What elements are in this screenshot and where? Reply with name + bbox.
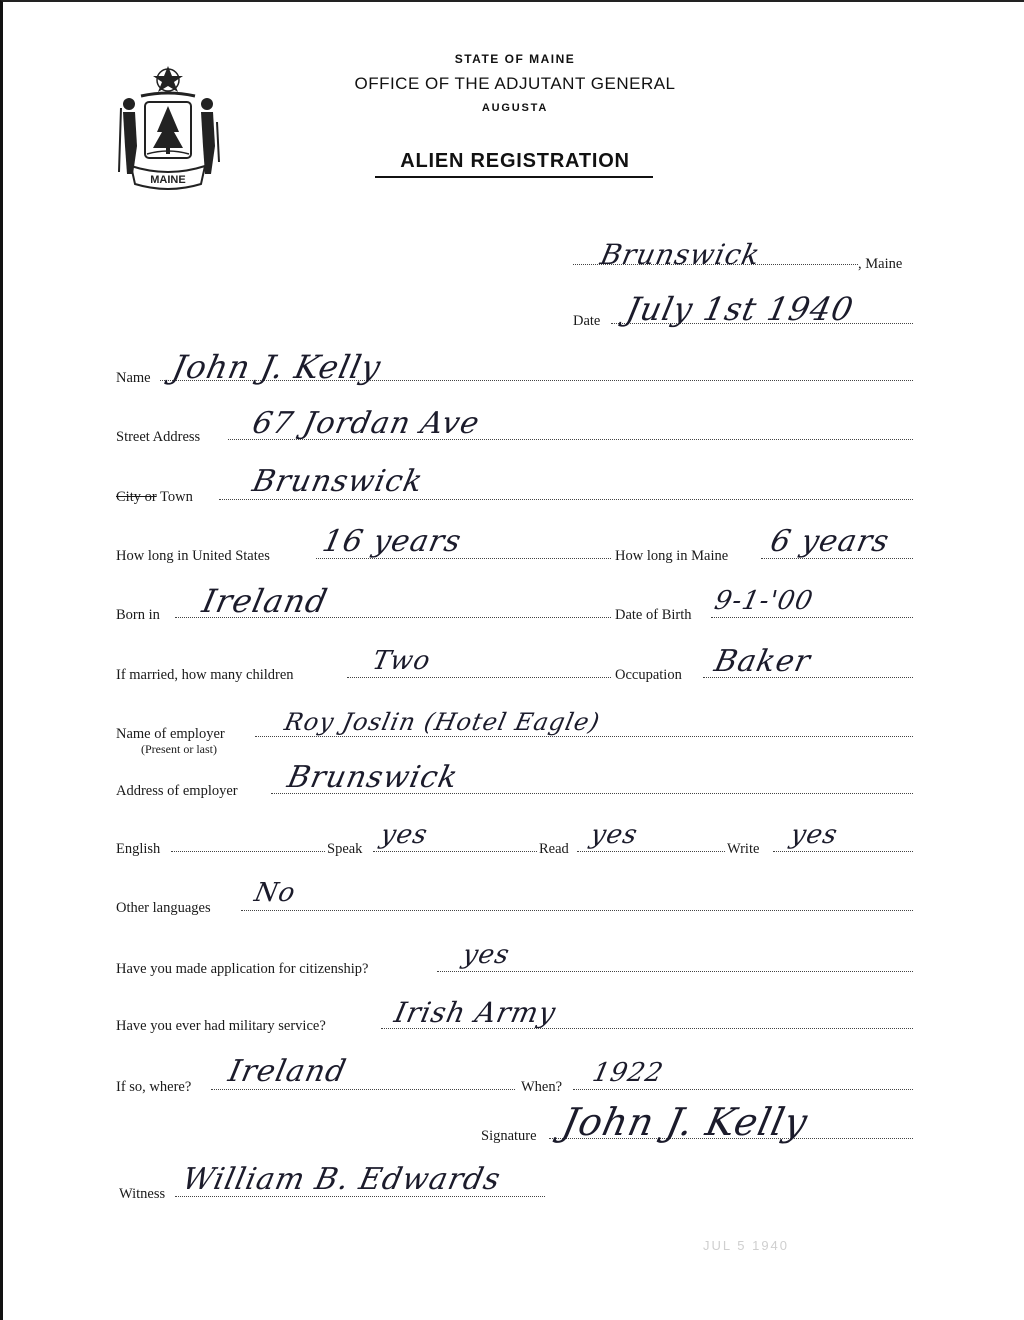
town-value: Brunswick xyxy=(249,464,427,499)
signature-label: Signature xyxy=(481,1128,537,1144)
date-label: Date xyxy=(573,313,601,329)
how-long-maine-value: 6 years xyxy=(767,524,893,559)
town-header-value: Brunswick xyxy=(597,238,764,271)
street-address-label: Street Address xyxy=(116,429,201,445)
form-title: ALIEN REGISTRATION xyxy=(400,150,630,172)
where-line xyxy=(211,1089,515,1090)
citizenship-value: yes xyxy=(459,940,513,970)
english-line xyxy=(171,851,325,852)
signature-value: John J. Kelly xyxy=(558,1100,812,1144)
state-heading: STATE OF MAINE xyxy=(454,52,576,66)
employer-address-label: Address of employer xyxy=(116,783,238,799)
how-long-maine-label: How long in Maine xyxy=(615,548,729,564)
write-label: Write xyxy=(727,841,760,857)
employer-sub-label: (Present or last) xyxy=(141,742,217,756)
received-stamp: JUL 5 1940 xyxy=(703,1238,790,1253)
how-long-us-value: 16 years xyxy=(319,524,465,559)
how-long-us-label: How long in United States xyxy=(116,548,270,564)
born-in-label: Born in xyxy=(116,607,160,623)
speak-line xyxy=(373,851,537,852)
children-label: If married, how many children xyxy=(116,667,294,683)
when-line xyxy=(573,1089,913,1090)
date-of-birth-line xyxy=(711,617,913,618)
military-label: Have you ever had military service? xyxy=(116,1018,326,1034)
maine-suffix: , Maine xyxy=(858,256,903,272)
date-of-birth-value: 9-1-'00 xyxy=(711,586,817,616)
children-line xyxy=(347,677,611,678)
other-languages-value: No xyxy=(251,878,299,908)
children-value: Two xyxy=(369,646,434,676)
office-heading: OFFICE OF THE ADJUTANT GENERAL xyxy=(354,74,676,93)
employer-name-line xyxy=(255,736,913,737)
employer-name-label: Name of employer xyxy=(116,726,225,742)
witness-value: William B. Edwards xyxy=(179,1162,505,1197)
name-label: Name xyxy=(116,370,151,386)
speak-label: Speak xyxy=(327,841,363,857)
read-value: yes xyxy=(587,820,641,850)
town-line xyxy=(219,499,913,500)
city-struck-label: City or xyxy=(116,489,157,505)
citizenship-line xyxy=(437,971,913,972)
born-in-value: Ireland xyxy=(198,582,332,620)
occupation-value: Baker xyxy=(711,644,814,679)
employer-name-value: Roy Joslin (Hotel Eagle) xyxy=(282,708,603,736)
occupation-label: Occupation xyxy=(615,667,682,683)
read-label: Read xyxy=(539,841,569,857)
english-label: English xyxy=(116,841,161,857)
other-languages-label: Other languages xyxy=(116,900,211,916)
citizenship-label: Have you made application for citizenship? xyxy=(116,961,369,977)
military-value: Irish Army xyxy=(391,996,560,1029)
title-underline xyxy=(375,176,653,178)
date-of-birth-label: Date of Birth xyxy=(615,607,692,623)
town-label xyxy=(116,489,193,506)
read-line xyxy=(577,851,725,852)
name-value: John J. Kelly xyxy=(168,348,385,386)
write-value: yes xyxy=(787,820,841,850)
when-value: 1922 xyxy=(589,1058,667,1088)
town-label-text: Town xyxy=(156,489,193,505)
city-heading: AUGUSTA xyxy=(481,102,549,114)
where-value: Ireland xyxy=(225,1054,350,1089)
employer-address-value: Brunswick xyxy=(284,760,462,795)
write-line xyxy=(773,851,913,852)
when-label: When? xyxy=(521,1079,563,1095)
speak-value: yes xyxy=(377,820,431,850)
street-address-value: 67 Jordan Ave xyxy=(249,406,483,441)
date-value: July 1st 1940 xyxy=(622,290,858,328)
witness-label: Witness xyxy=(119,1186,166,1202)
other-languages-line xyxy=(241,910,913,911)
seal-label: MAINE xyxy=(150,174,186,186)
where-label: If so, where? xyxy=(116,1079,192,1095)
